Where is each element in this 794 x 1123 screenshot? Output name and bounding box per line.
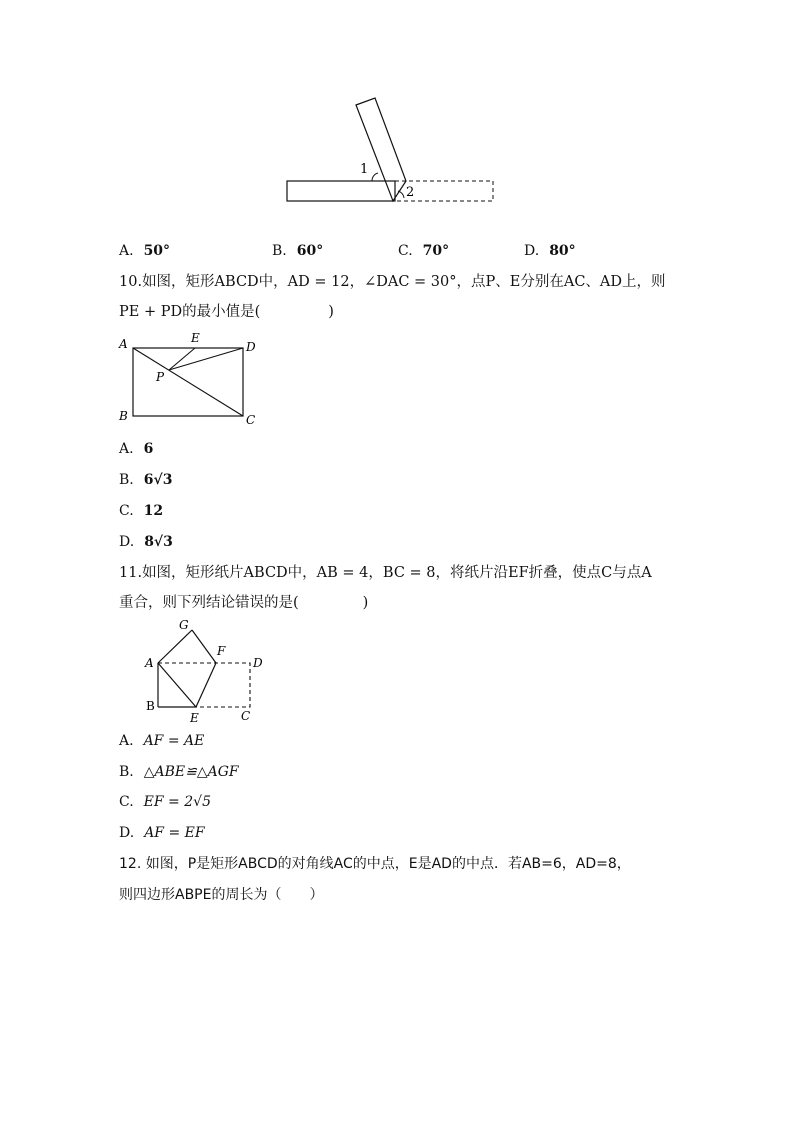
option-letter: C. <box>119 794 134 810</box>
angle1-label: 1 <box>360 162 369 177</box>
q10-stem-line1 <box>119 272 666 292</box>
label-g: G <box>179 618 189 632</box>
option-letter: C. <box>119 503 134 519</box>
q10-stem-line2 <box>119 302 334 322</box>
q9-figure <box>280 95 500 207</box>
q9-option-a[interactable] <box>119 241 170 261</box>
label-d: D <box>246 340 256 354</box>
segment-gf <box>192 630 216 663</box>
q11-figure <box>140 615 275 725</box>
q11-stem-text2: 重合，则下列结论错误的是( <box>119 595 299 611</box>
option-value: AF = AE <box>143 733 205 749</box>
q9-option-b[interactable] <box>272 241 323 261</box>
label-e: E <box>190 711 199 725</box>
option-value: 12 <box>143 503 164 519</box>
q11-stem-line2 <box>119 593 368 613</box>
option-letter: A. <box>119 441 134 457</box>
segment-ae <box>158 663 196 707</box>
q11-option-c[interactable] <box>119 792 211 812</box>
label-c: C <box>246 413 256 427</box>
q10-stem-text2: PE + PD的最小值是( <box>119 304 261 320</box>
option-letter: A. <box>119 243 134 259</box>
option-value: 50° <box>143 243 171 259</box>
q12-stem-line2: 则四边形ABPE的周长为（ ） <box>119 887 324 903</box>
option-value: 70° <box>422 243 450 259</box>
tilted-strip <box>356 98 406 201</box>
q10-option-c[interactable] <box>119 501 163 521</box>
option-value: AF = EF <box>144 825 205 841</box>
label-a: A <box>119 337 128 351</box>
q11-number: 11. <box>119 565 143 581</box>
q10-option-b[interactable] <box>119 470 172 490</box>
option-letter: A. <box>119 733 134 749</box>
dashed-original-edges <box>158 663 250 707</box>
label-f: F <box>217 644 226 658</box>
angle2-label: 2 <box>406 185 415 200</box>
segment-ag <box>158 630 192 663</box>
segment-pd <box>169 348 243 370</box>
diagonal-ac <box>133 348 243 416</box>
option-letter: D. <box>524 243 540 259</box>
option-value: △ABE≌△AGF <box>143 764 239 780</box>
option-letter: D. <box>119 825 135 841</box>
q10-stem-text: 如图，矩形ABCD中，AD = 12，∠DAC = 30°，点P、E分别在AC、AD上，则 <box>142 274 666 290</box>
label-b: B <box>146 699 155 713</box>
horizontal-strip <box>287 181 395 201</box>
option-letter: C. <box>398 243 413 259</box>
label-p: P <box>156 370 165 384</box>
q11-option-b[interactable] <box>119 762 239 782</box>
q9-option-d[interactable] <box>524 241 576 261</box>
q11-option-d[interactable] <box>119 823 205 843</box>
option-value: 60° <box>296 243 324 259</box>
q11-stem-line1 <box>119 563 652 583</box>
option-value: EF = 2√5 <box>143 794 211 810</box>
label-a: A <box>145 656 154 670</box>
angle1-arc <box>372 173 378 181</box>
q11-stem-text: 如图，矩形纸片ABCD中，AB = 4，BC = 8，将纸片沿EF折叠，使点C与点A <box>142 565 652 581</box>
option-letter: B. <box>272 243 287 259</box>
q10-option-a[interactable] <box>119 439 153 459</box>
q11-paren-close: ) <box>362 595 369 611</box>
label-e: E <box>191 331 200 345</box>
option-letter: D. <box>119 534 135 550</box>
q10-number: 10. <box>119 274 143 290</box>
option-value: 80° <box>549 243 576 259</box>
option-value: 6√3 <box>143 472 173 488</box>
label-c: C <box>241 709 251 723</box>
label-d: D <box>253 656 263 670</box>
option-letter: B. <box>119 472 134 488</box>
q12-stem-line1: 12. 如图，P是矩形ABCD的对角线AC的中点，E是AD的中点．若AB=6，AD=8， <box>119 856 631 872</box>
q9-option-c[interactable] <box>398 241 449 261</box>
q10-paren-close: ) <box>328 304 334 320</box>
option-value: 8√3 <box>144 534 173 550</box>
option-value: 6 <box>143 441 154 457</box>
segment-fe <box>196 663 216 707</box>
q10-option-d[interactable] <box>119 532 173 552</box>
label-b: B <box>119 409 128 423</box>
q10-figure <box>115 330 265 430</box>
option-letter: B. <box>119 764 134 780</box>
q11-option-a[interactable] <box>119 731 204 751</box>
